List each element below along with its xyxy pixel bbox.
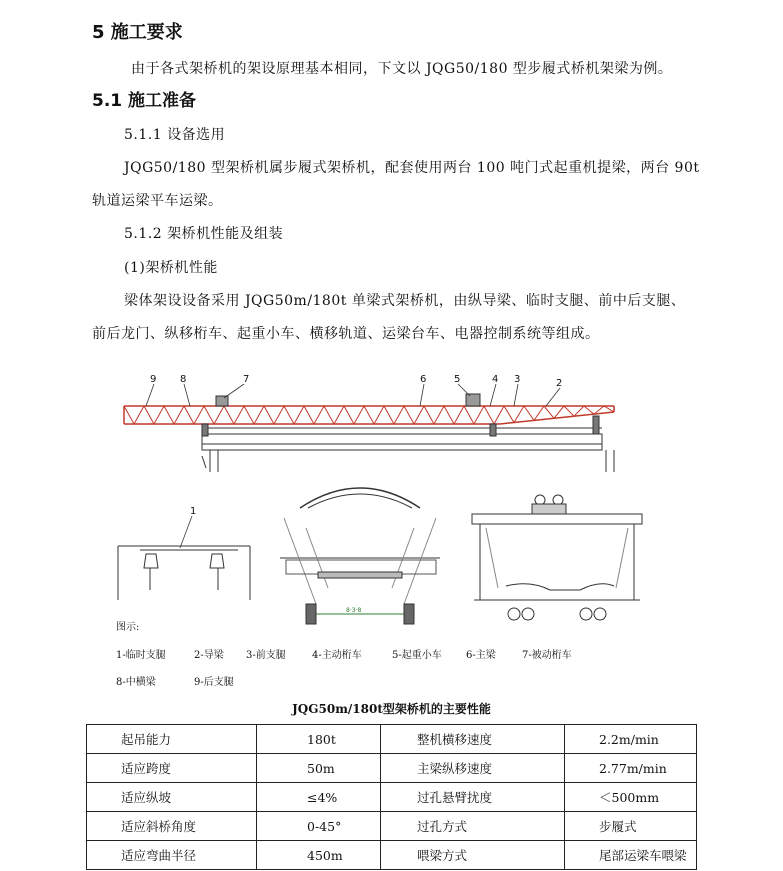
table-cell-label: 主梁纵移速度 — [381, 754, 565, 783]
table-cell-value: 2.77m/min — [565, 754, 697, 783]
table-cell-label: 起吊能力 — [87, 725, 257, 754]
legend-item: 9-后支腿 — [194, 677, 234, 688]
table-row — [87, 841, 697, 870]
legend-item: 6-主梁 — [466, 650, 496, 661]
subsection-512: 5.1.2 架桥机性能及组装 — [124, 226, 284, 242]
legend-item: 5-起重小车 — [392, 650, 442, 661]
support-legs — [202, 394, 599, 436]
bridge-deck — [202, 428, 614, 472]
legend-item: 3-前支腿 — [246, 650, 286, 661]
temporary-leg-view — [118, 546, 250, 600]
subsection-heading: 5.1 施工准备 — [92, 91, 197, 111]
table-row — [87, 783, 697, 812]
legend-item: 1-临时支腿 — [116, 650, 166, 661]
legend-item: 7-被动桁车 — [522, 650, 572, 661]
dim-label: 8·3·8 — [346, 607, 362, 614]
gantry-cross-section — [280, 488, 440, 624]
performance-table — [86, 724, 697, 870]
table-cell-value: 0-45° — [257, 812, 381, 841]
table-row — [87, 754, 697, 783]
table-cell-label: 适应弯曲半径 — [87, 841, 257, 870]
callout-9: 9 — [150, 374, 157, 385]
table-row — [87, 812, 697, 841]
table-row — [87, 725, 697, 754]
callout-6: 6 — [420, 374, 427, 385]
table-caption: JQG50m/180t型架桥机的主要性能 — [292, 702, 491, 716]
section-heading: 5 施工要求 — [92, 22, 183, 43]
legend-title: 图示: — [116, 622, 140, 633]
list-item: (1)架桥机性能 — [124, 260, 218, 276]
intro-paragraph: 由于各式架桥机的架设原理基本相同，下文以 JQG50/180 型步履式桥机架梁为例。 — [131, 61, 673, 77]
callout-1: 1 — [190, 506, 197, 517]
table-cell-value: 180t — [257, 725, 381, 754]
table-cell-value: 2.2m/min — [565, 725, 697, 754]
callout-numbers — [150, 374, 562, 517]
legend-item: 4-主动桁车 — [312, 650, 362, 661]
truss-girder — [124, 406, 614, 424]
callout-4: 4 — [492, 374, 499, 385]
paragraph-line: 前后龙门、纵移桁车、起重小车、横移轨道、运梁台车、电器控制系统等组成。 — [92, 326, 600, 342]
bridge-erector-figure — [110, 368, 650, 698]
table-cell-value: ＜500mm — [565, 783, 697, 812]
figure-legend — [116, 621, 572, 688]
table-cell-label: 适应斜桥角度 — [87, 812, 257, 841]
table-cell-value: ≤4% — [257, 783, 381, 812]
paragraph-line: 梁体架设设备采用 JQG50m/180t 单梁式架桥机，由纵导梁、临时支腿、前中后支腿、 — [124, 293, 686, 309]
trolley-cross-section — [472, 495, 642, 620]
table-cell-label: 过孔悬臂扰度 — [381, 783, 565, 812]
table-cell-label: 适应跨度 — [87, 754, 257, 783]
callout-3: 3 — [514, 374, 521, 385]
table-cell-value: 450m — [257, 841, 381, 870]
legend-item: 2-导梁 — [194, 650, 224, 661]
legend-item: 8-中横梁 — [116, 677, 156, 688]
table-cell-value: 步履式 — [565, 812, 697, 841]
table-cell-value: 50m — [257, 754, 381, 783]
callout-7: 7 — [243, 374, 250, 385]
table-cell-label: 整机横移速度 — [381, 725, 565, 754]
callout-leaders — [146, 384, 560, 548]
table-cell-value: 尾部运梁车喂梁 — [565, 841, 697, 870]
callout-8: 8 — [180, 374, 187, 385]
callout-5: 5 — [454, 374, 461, 385]
table-cell-label: 过孔方式 — [381, 812, 565, 841]
paragraph-line: 轨道运梁平车运梁。 — [92, 193, 223, 209]
table-cell-label: 适应纵坡 — [87, 783, 257, 812]
table-cell-label: 喂梁方式 — [381, 841, 565, 870]
callout-2: 2 — [556, 378, 563, 389]
subsection-511: 5.1.1 设备选用 — [124, 127, 226, 143]
paragraph-line: JQG50/180 型架桥机属步履式架桥机，配套使用两台 100 吨门式起重机提梁，两台 90t — [124, 160, 700, 176]
